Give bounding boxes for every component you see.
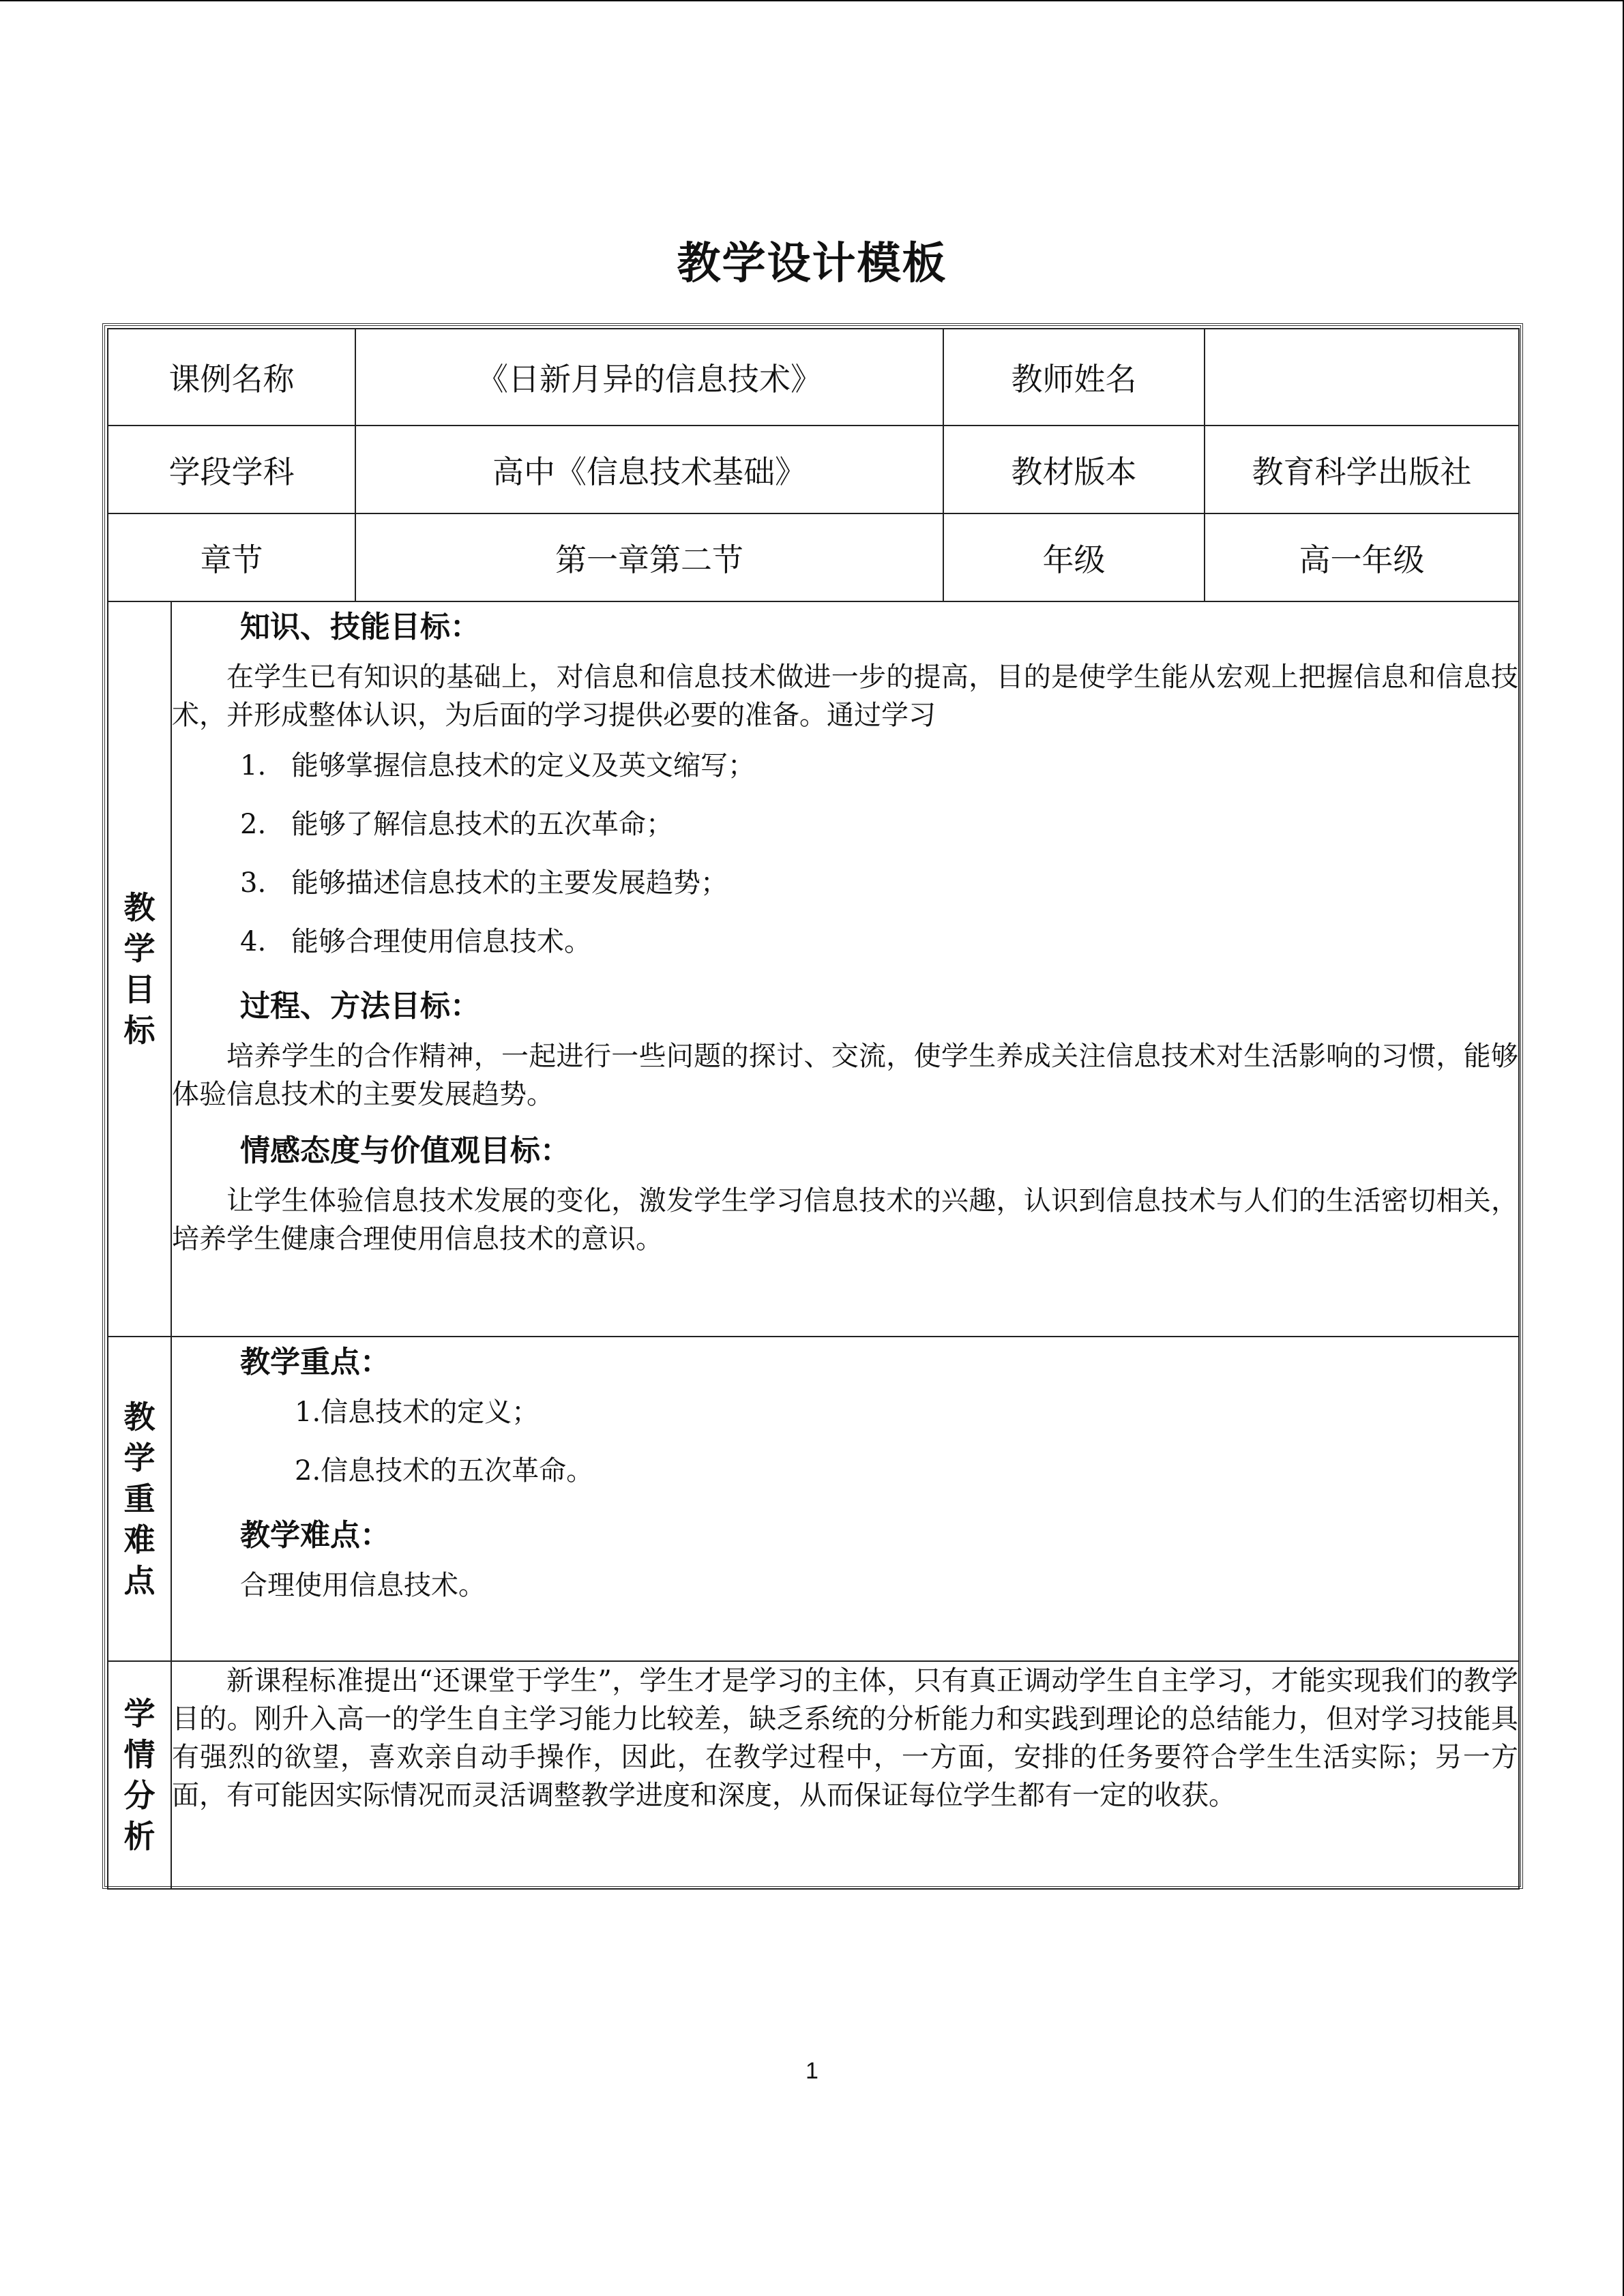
emotion-text: 让学生体验信息技术发展的变化，激发学生学习信息技术的兴趣，认识到信息技术与人们的生活密切相关，培养学生健康合理使用信息技术的意识。 [172,1185,1518,1255]
objective-item-text: 能够掌握信息技术的定义及英文缩写； [291,750,755,781]
analysis-label-char: 情 [123,1736,156,1773]
keypoints-content [171,1337,1519,1661]
keypoints-label-char: 难 [123,1521,156,1558]
keypoints-label-char: 教 [123,1399,156,1435]
document-title: 教学设计模板 [677,239,947,289]
difficulty-text: 合理使用信息技术。 [240,1570,486,1601]
knowledge-title: 知识、技能目标： [240,610,480,644]
difficulty-title: 教学难点： [240,1518,390,1553]
keypoints-label [108,1337,171,1661]
course-name-label: 课例名称 [108,329,355,426]
textbook-label: 教材版本 [943,426,1205,513]
process-text: 培养学生的合作精神，一起进行一些问题的探讨、交流，使学生养成关注信息技术对生活影响的习惯，能够体验信息技术的主要发展趋势。 [172,1041,1518,1110]
objective-item-text: 能够描述信息技术的主要发展趋势； [291,867,728,899]
objectives-label-char: 学 [123,930,156,967]
row-course-name [108,329,1519,426]
process-title: 过程、方法目标： [240,989,480,1024]
chapter-label: 章节 [108,513,355,601]
teacher-value [1205,329,1519,426]
objectives-label-char: 教 [123,889,156,926]
objective-item-number: 2. [240,809,267,840]
row-objectives [108,601,1519,1337]
keypoints-label-char: 点 [123,1562,156,1599]
analysis-content [171,1661,1519,1889]
row-keypoints [108,1337,1519,1661]
key-item: 1.信息技术的定义； [295,1397,540,1428]
objective-item-text: 能够合理使用信息技术。 [291,926,591,957]
teacher-label: 教师姓名 [943,329,1205,426]
stage-value: 高中《信息技术基础》 [355,426,943,513]
objective-item-number: 1. [240,750,267,781]
page-number: 1 [806,2058,818,2084]
analysis-label [108,1661,171,1889]
objectives-label-char: 标 [123,1012,156,1049]
objective-item-text: 能够了解信息技术的五次革命； [291,809,673,840]
row-stage-subject [108,426,1519,513]
objective-item-number: 4. [240,926,267,957]
objectives-content [171,601,1519,1337]
lesson-plan-table [107,328,1520,1890]
objective-item [240,864,1518,902]
key-item: 2.信息技术的五次革命。 [295,1455,594,1487]
knowledge-text: 在学生已有知识的基础上，对信息和信息技术做进一步的提高，目的是使学生能从宏观上把握信息和信息技术，并形成整体认识，为后面的学习提供必要的准备。通过学习 [172,661,1518,731]
analysis-label-char: 析 [123,1818,156,1855]
analysis-text: 新课程标准提出“还课堂于学生”，学生才是学习的主体，只有真正调动学生自主学习，才能实现我们的教学目的。刚升入高一的学生自主学习能力比较差，缺乏系统的分析能力和实践到理论的总结能力，但对学习技能具有强烈的欲望，喜欢亲自动手操作，因此，在教学过程中，一方面，安排的任务要符合学生生活实际；另一方面，有可能因实际情况而灵活调整教学进度和深度，从而保证每位学生都有一定的收获。 [172,1665,1518,1811]
objective-item [240,747,1518,785]
textbook-value: 教育科学出版社 [1205,426,1519,513]
key-title: 教学重点： [240,1345,390,1380]
objective-item-number: 3. [240,867,267,899]
objectives-label [108,601,171,1337]
course-name-value: 《日新月异的信息技术》 [355,329,943,426]
grade-label: 年级 [943,513,1205,601]
analysis-label-char: 分 [123,1777,156,1814]
emotion-title: 情感态度与价值观目标： [240,1133,570,1168]
page-top-edge [0,0,1623,1]
chapter-value: 第一章第二节 [355,513,943,601]
keypoints-label-char: 重 [123,1480,156,1517]
analysis-label-char: 学 [123,1695,156,1732]
keypoints-label-char: 学 [123,1440,156,1476]
row-chapter [108,513,1519,601]
row-analysis [108,1661,1519,1889]
objective-item [240,805,1518,844]
grade-value: 高一年级 [1205,513,1519,601]
stage-label: 学段学科 [108,426,355,513]
objectives-label-char: 目 [123,971,156,1008]
objective-item [240,923,1518,961]
